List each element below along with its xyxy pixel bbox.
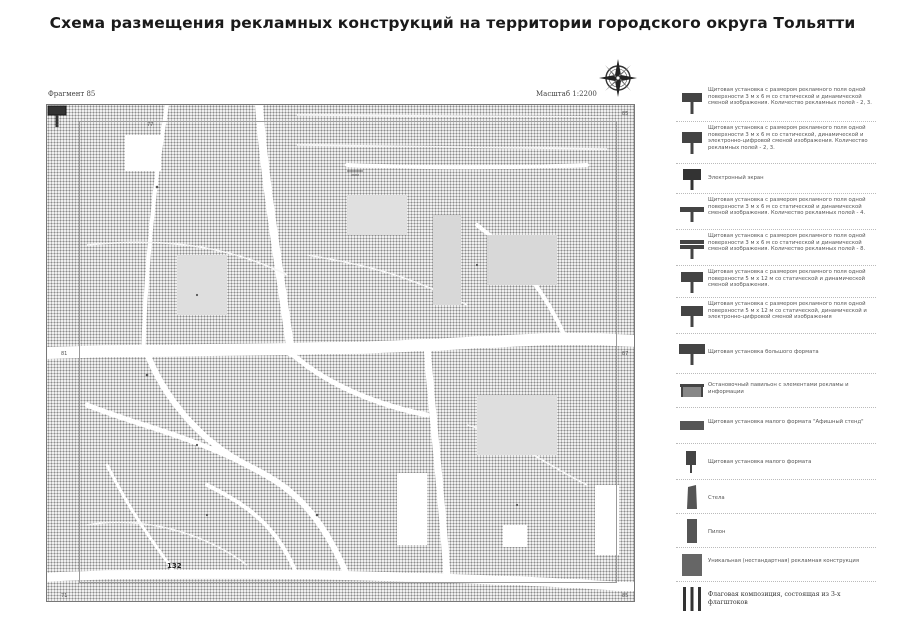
scale-label: Масштаб 1:2200 <box>536 90 597 98</box>
legend-item-unique: Уникальная (нестандартная) рекламная конструкция <box>676 548 876 582</box>
corner-label-bottom-right: 85 <box>622 593 629 599</box>
billboard-small-icon <box>678 89 706 117</box>
corner-label-top-left: 77 <box>147 122 154 128</box>
billboard-large-icon <box>678 340 706 368</box>
legend-item-stela: Стела <box>676 480 876 514</box>
legend-item-billboard-3x6-small: Щитовая установка с размером рекламного поля одной поверхности 3 м х 6 м со статической и динамической сменой изображения. Количество рекламных полей - 2, 3. <box>676 84 876 122</box>
poster-stand-icon <box>678 412 706 440</box>
pylon-icon <box>678 517 706 545</box>
legend-item-billboard-large: Щитовая установка большого формата <box>676 334 876 374</box>
legend-item-small-format-fence: Щитовая установка малого формата "Афишный стенд" <box>676 408 876 444</box>
legend-item-billboard-3x6-digital: Щитовая установка с размером рекламного поля одной поверхности 3 м х 6 м со статической, динамической и электронно-цифровой сменой изображения. Количество рекламных полей - 2, 3. <box>676 122 876 164</box>
legend-item-billboard-5x12-digital: Щитовая установка с размером рекламного поля одной поверхности 5 м х 12 м со статической, динамической и электронно-цифровой сменой изображения <box>676 298 876 334</box>
legend-item-electronic-screen: Электронный экран <box>676 164 876 194</box>
billboard-eight-sided-icon <box>678 234 706 262</box>
corner-label-bottom-left: 71 <box>61 593 68 599</box>
page-title: Схема размещения рекламных конструкций на территории городского округа Тольятти <box>49 14 856 32</box>
small-format-sign-icon <box>678 448 706 476</box>
legend <box>676 84 876 616</box>
electronic-screen-icon <box>678 165 706 193</box>
unique-construction-icon <box>678 551 706 579</box>
corner-label-middle-left: 81 <box>61 351 68 357</box>
legend-item-billboard-5x12: Щитовая установка с размером рекламного поля одной поверхности 5 м х 12 м со статической и динамической сменой изображения. <box>676 266 876 298</box>
billboard-four-sided-icon <box>678 198 706 226</box>
fragment-label: Фрагмент 85 <box>48 90 96 98</box>
corner-label-top-right: 85 <box>622 111 629 117</box>
billboard-marker-132[interactable] <box>47 105 69 129</box>
compass-rose-icon <box>598 58 638 98</box>
map-roads <box>47 105 635 602</box>
bus-stop-pavilion-icon <box>678 377 706 405</box>
flag-composition-icon <box>678 585 706 613</box>
stela-icon <box>678 483 706 511</box>
map-canvas[interactable] <box>46 104 635 602</box>
legend-item-pavilion: Остановочный павильон с элементами рекламы и информации <box>676 374 876 408</box>
corner-label-middle-right: 87 <box>622 351 629 357</box>
billboard-5x12-icon <box>678 268 706 296</box>
legend-item-billboard-3x6-four: Щитовая установка с размером рекламного поля одной поверхности 3 м х 6 м со статической и динамической сменой изображения. Количество рекламных полей - 4. <box>676 194 876 230</box>
legend-item-pylon: Пилон <box>676 514 876 548</box>
billboard-5x12-digital-icon <box>678 302 706 330</box>
legend-item-small-format: Щитовая установка малого формата <box>676 444 876 480</box>
billboard-digital-icon <box>678 129 706 157</box>
marker-label-132: 132 <box>167 562 182 570</box>
legend-item-billboard-3x6-eight: Щитовая установка с размером рекламного поля одной поверхности 3 м х 6 м со статической и динамической сменой изображения. Количество рекламных полей - 8. <box>676 230 876 266</box>
legend-item-flag-composition: Флаговая композиция, состоящая из 3-х флагштоков <box>676 582 876 616</box>
